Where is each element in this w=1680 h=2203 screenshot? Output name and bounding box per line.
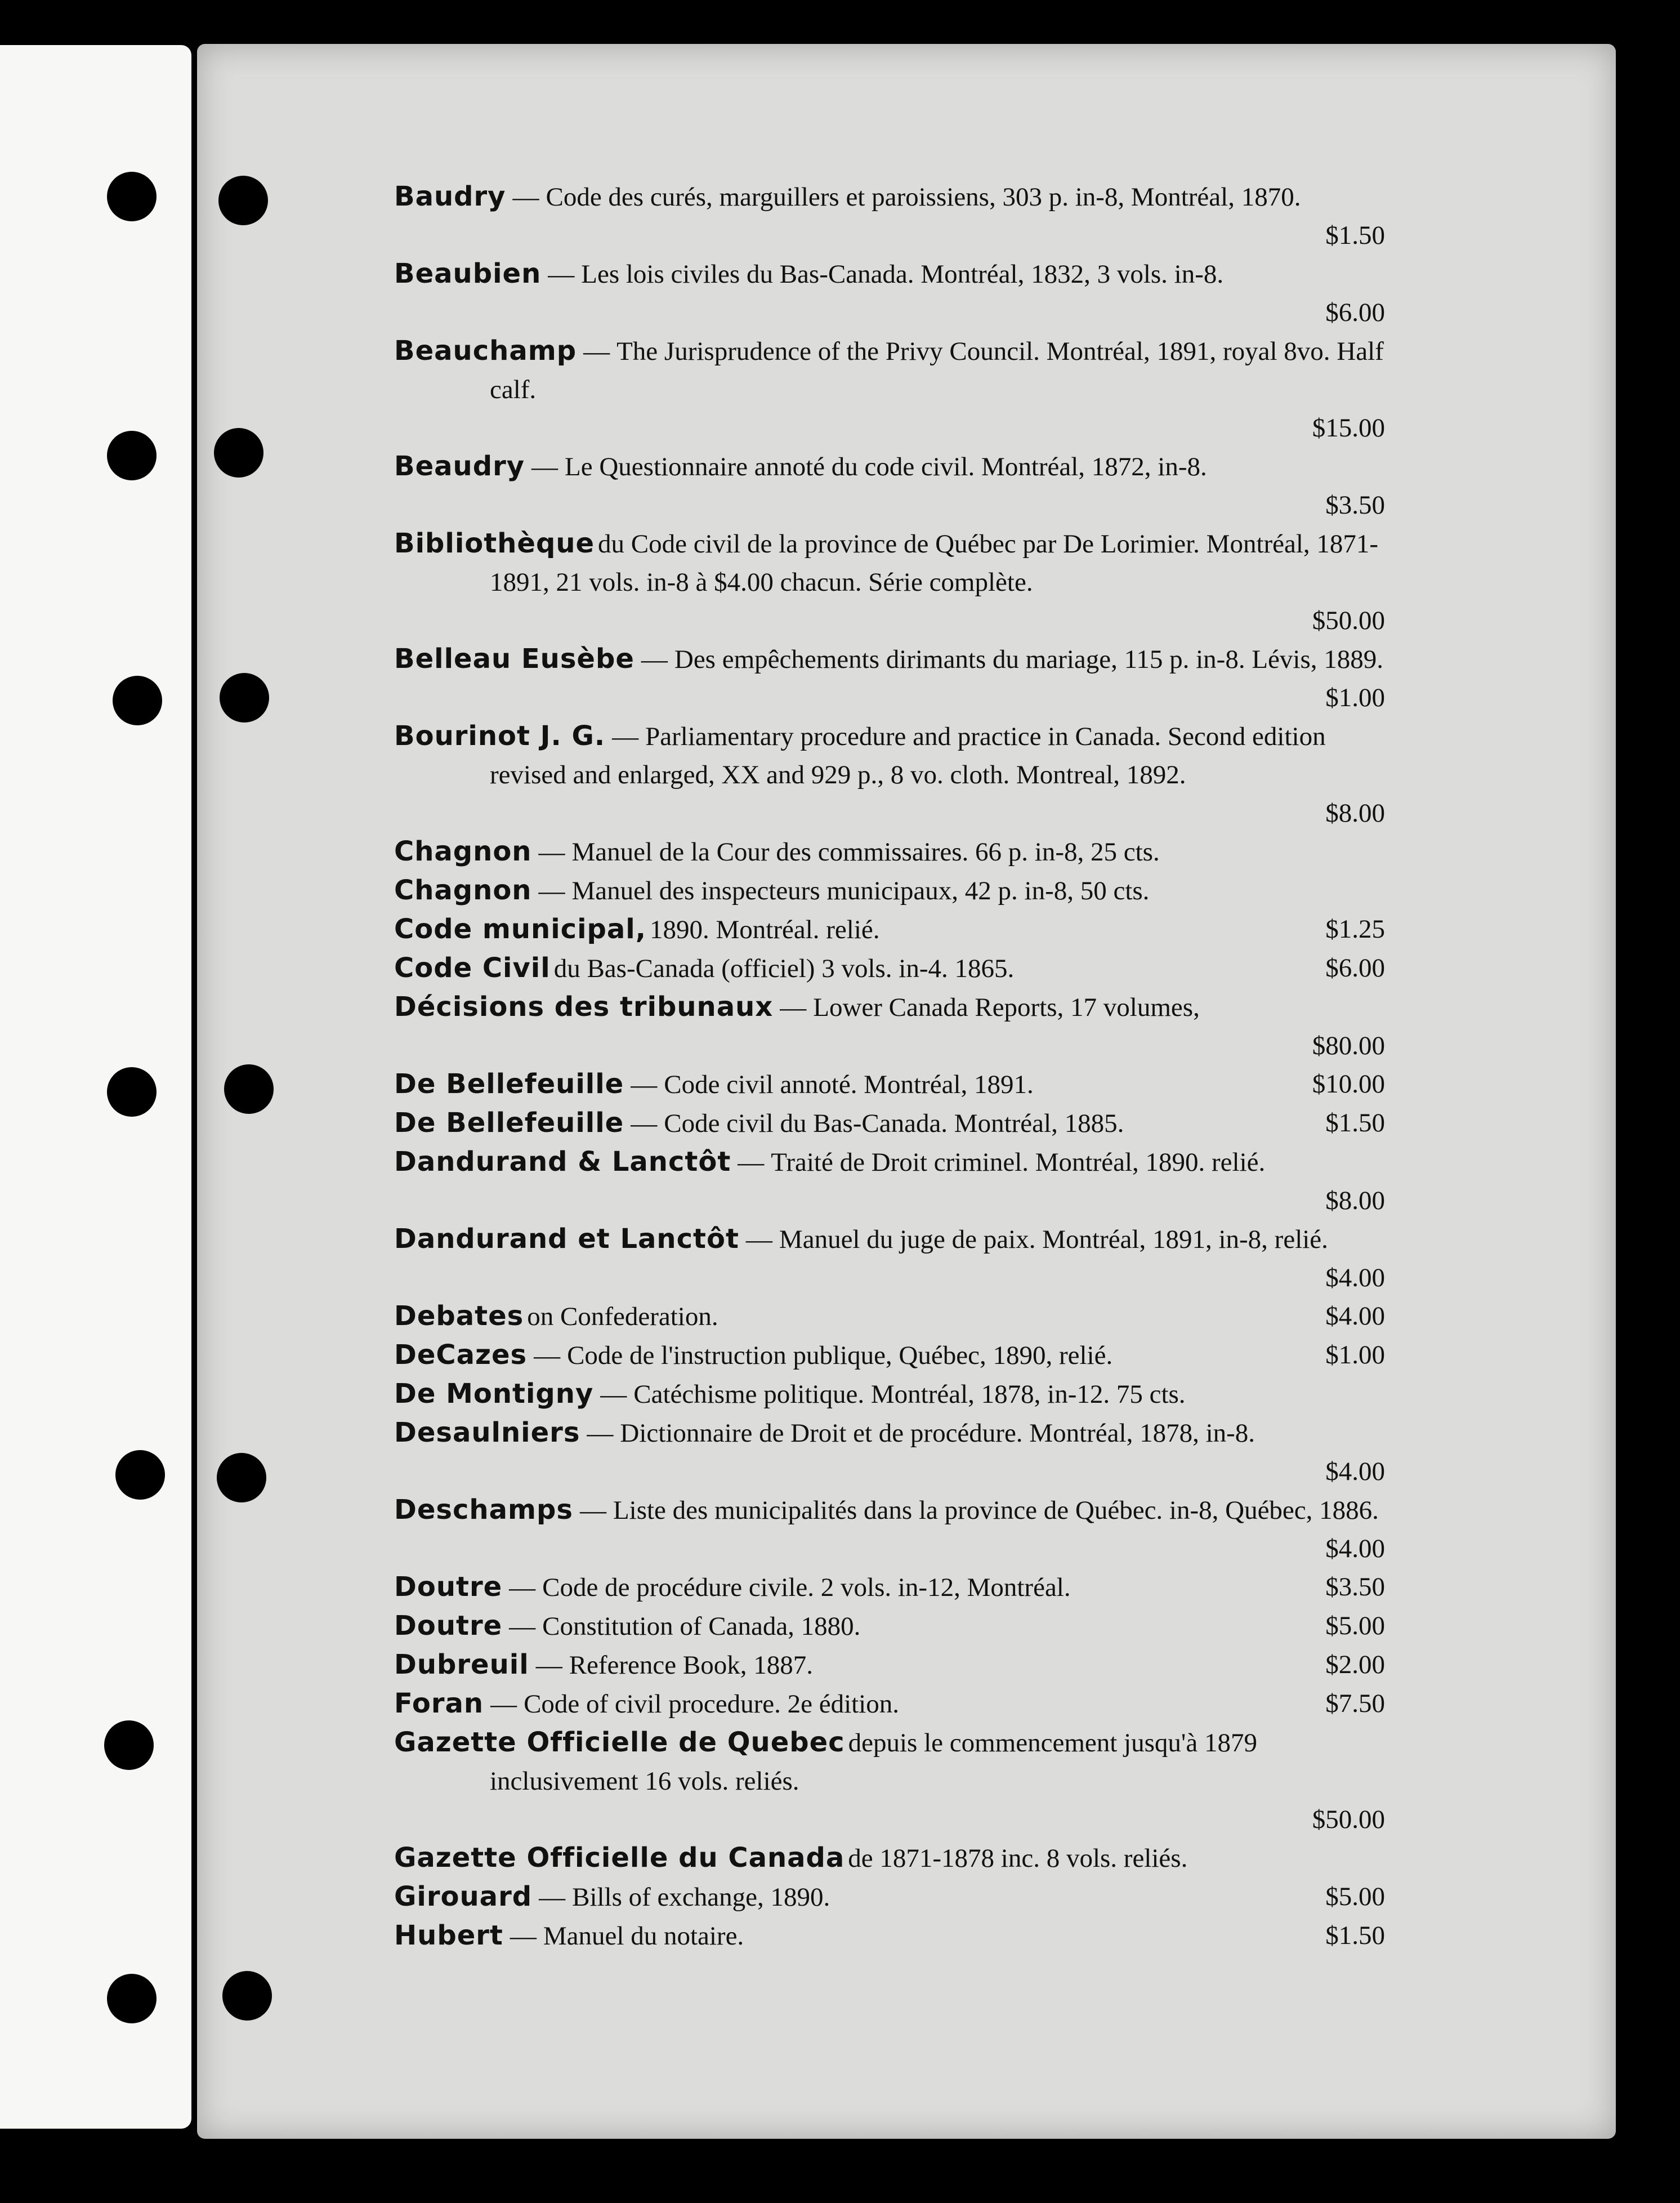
entry-description: Les lois civiles du Bas-Canada. Montréal, 1832, 3 vols. in-8. [581,260,1224,289]
entry-price: $4.00 [1325,1457,1385,1486]
punch-hole [222,1971,272,2021]
entry-author: Dandurand et Lanctôt [394,1223,739,1255]
book-catalog-list [394,177,1396,1951]
entry-author: Code municipal, [394,913,646,945]
catalog-entry [394,1607,1396,1645]
entry-description: Manuel des inspecteurs municipaux, 42 p. in-8, 50 cts. [571,876,1150,906]
entry-separator: — [535,1651,562,1680]
catalog-entry [394,1723,1396,1839]
entry-separator: — [548,260,575,289]
entry-separator: — [631,1070,658,1099]
catalog-entry [394,1297,1396,1336]
entry-separator: — [538,837,565,867]
catalog-entry [394,1220,1396,1297]
entry-price: $4.00 [1325,1534,1385,1563]
entry-separator: — [490,1689,517,1719]
entry-description: Manuel du notaire. [543,1921,744,1951]
entry-description: du Code civil de la province de Québec par De Lorimier. Montréal, 1871-1891, 21 vols. in-8 à $4.00 chacun. Série complète. [490,529,1379,597]
entry-separator: — [587,1419,614,1448]
entry-author: Baudry [394,181,506,212]
punch-hole [107,1067,157,1117]
catalog-entry [394,832,1396,871]
entry-price: $6.00 [1325,298,1385,327]
entry-author: Code Civil [394,952,551,984]
entry-description: The Jurisprudence of the Privy Council. Montréal, 1891, royal 8vo. Half calf. [490,337,1384,404]
catalog-entry [394,177,1396,255]
catalog-entry [394,255,1396,332]
entry-price-inline: $10.00 [1312,1069,1385,1099]
catalog-entry [394,1645,1396,1684]
entry-price-inline: $5.00 [1325,1611,1385,1640]
entry-separator: — [510,1921,537,1951]
punch-hole [217,1453,266,1502]
punch-hole [113,676,162,725]
catalog-entry [394,1065,1396,1104]
punch-hole [107,431,157,480]
entry-price: $80.00 [1312,1031,1385,1060]
entry-author: Dubreuil [394,1649,529,1680]
entry-description: Constitution of Canada, 1880. [542,1612,861,1641]
entry-author: Beauchamp [394,335,577,367]
entry-description: depuis le commencement jusqu'à 1879 inclusivement 16 vols. reliés. [490,1728,1257,1796]
entry-separator: — [600,1380,627,1409]
entry-description: Traité de Droit criminel. Montréal, 1890. relié. [771,1148,1266,1177]
punch-hole [115,1450,165,1500]
entry-price-inline: $3.50 [1325,1572,1385,1602]
entry-price: $4.00 [1325,1263,1385,1292]
catalog-entry [394,1491,1396,1568]
entry-price-inline: $6.00 [1325,953,1385,983]
entry-price: $50.00 [1312,1805,1385,1834]
entry-description: du Bas-Canada (officiel) 3 vols. in-4. 1865. [553,954,1015,983]
catalog-entry [394,1336,1396,1375]
catalog-entry [394,1104,1396,1143]
entry-separator: — [512,182,539,212]
entry-author: Chagnon [394,836,532,867]
entry-separator: — [780,993,807,1022]
catalog-entry [394,447,1396,524]
entry-description: Des empêchements dirimants du mariage, 115 p. in-8. Lévis, 1889. [674,645,1384,674]
punch-hole [224,1064,274,1114]
entry-description: Manuel du juge de paix. Montréal, 1891, in-8, relié. [779,1225,1328,1254]
entry-separator: — [534,1341,561,1370]
catalog-entry [394,1413,1396,1491]
punch-hole [214,428,263,478]
entry-description: 1890. Montréal. relié. [649,915,880,944]
entry-description: Le Questionnaire annoté du code civil. Montréal, 1872, in-8. [565,452,1207,481]
entry-price-inline: $7.50 [1325,1689,1385,1718]
entry-separator: — [579,1496,606,1525]
catalog-entry [394,949,1396,988]
catalog-entry [394,717,1396,832]
entry-price: $1.50 [1325,221,1385,250]
catalog-entry [394,1839,1396,1878]
entry-price-inline: $2.00 [1325,1650,1385,1679]
entry-description: Code civil du Bas-Canada. Montréal, 1885. [664,1109,1124,1138]
entry-price-inline: $1.00 [1325,1340,1385,1370]
punch-hole [107,172,157,221]
entry-author: Doutre [394,1610,503,1642]
entry-author: Desaulniers [394,1417,580,1448]
catalog-entry [394,871,1396,910]
entry-description: Code of civil procedure. 2e édition. [524,1689,899,1719]
catalog-entry [394,1143,1396,1220]
punch-hole [220,673,269,723]
entry-separator: — [509,1573,536,1602]
entry-description: Catéchisme politique. Montréal, 1878, in-12. 75 cts. [633,1380,1186,1409]
entry-separator: — [641,645,668,674]
entry-author: Beaubien [394,258,542,289]
entry-description: Code des curés, marguillers et paroissiens, 303 p. in-8, Montréal, 1870. [546,182,1301,212]
entry-description: Bills of exchange, 1890. [572,1883,830,1912]
entry-price-inline: $1.25 [1325,915,1385,944]
catalog-entry [394,1375,1396,1413]
entry-author: DeCazes [394,1339,528,1371]
entry-separator: — [509,1612,536,1641]
entry-author: Décisions des tribunaux [394,991,774,1023]
catalog-entry [394,1878,1396,1916]
entry-price-inline: $5.00 [1325,1882,1385,1911]
catalog-entry [394,1684,1396,1723]
catalog-entry [394,640,1396,717]
catalog-entry [394,1916,1396,1955]
entry-description: Code de l'instruction publique, Québec, 1890, relié. [567,1341,1113,1370]
punch-hole [104,1720,154,1770]
entry-description: Reference Book, 1887. [569,1651,813,1680]
entry-price: $3.50 [1325,490,1385,520]
entry-author: Gazette Officielle de Quebec [394,1727,845,1758]
entry-price-inline: $1.50 [1325,1108,1385,1138]
entry-separator: — [539,1883,566,1912]
entry-description: Manuel de la Cour des commissaires. 66 p. in-8, 25 cts. [571,837,1160,867]
entry-author: Bibliothèque [394,528,595,559]
entry-description: Parliamentary procedure and practice in Canada. Second edition revised and enlarged, XX and 929 p., 8 vo. cloth. Montreal, 1892. [490,722,1326,790]
entry-price-inline: $4.00 [1325,1301,1385,1331]
entry-description: de 1871-1878 inc. 8 vols. reliés. [848,1844,1188,1873]
entry-price: $8.00 [1325,1186,1385,1215]
entry-author: Gazette Officielle du Canada [394,1842,845,1874]
entry-author: Beaudry [394,451,525,482]
catalog-entry [394,332,1396,447]
entry-author: De Montigny [394,1378,594,1410]
entry-description: Dictionnaire de Droit et de procédure. Montréal, 1878, in-8. [620,1419,1255,1448]
entry-separator: — [745,1225,772,1254]
punch-hole [218,176,268,225]
entry-separator: — [631,1109,658,1138]
entry-author: Bourinot J. G. [394,720,606,752]
entry-separator: — [583,337,610,366]
entry-price: $1.00 [1325,683,1385,712]
entry-description: Lower Canada Reports, 17 volumes, [813,993,1200,1022]
entry-description: Code civil annoté. Montréal, 1891. [664,1070,1034,1099]
entry-price: $8.00 [1325,799,1385,828]
adjacent-page-edge [0,45,191,2129]
entry-separator: — [531,452,558,481]
punch-hole [107,1974,157,2023]
entry-author: Hubert [394,1920,503,1951]
entry-description: on Confederation. [527,1302,718,1331]
catalog-entry [394,910,1396,949]
entry-author: Debates [394,1300,524,1332]
entry-author: Foran [394,1688,484,1719]
entry-separator: — [612,722,639,751]
entry-price-inline: $1.50 [1325,1921,1385,1950]
catalog-entry [394,1568,1396,1607]
entry-author: Belleau Eusèbe [394,643,635,675]
entry-author: De Bellefeuille [394,1107,624,1139]
entry-author: Doutre [394,1571,503,1603]
entry-author: Girouard [394,1881,533,1912]
entry-price: $15.00 [1312,413,1385,443]
entry-description: Code de procédure civile. 2 vols. in-12, Montréal. [542,1573,1071,1602]
entry-author: Chagnon [394,875,532,906]
entry-separator: — [538,876,565,906]
catalog-entry [394,988,1396,1065]
entry-author: Dandurand & Lanctôt [394,1146,731,1178]
entry-separator: — [738,1148,765,1177]
catalog-entry [394,524,1396,640]
entry-author: Deschamps [394,1494,573,1526]
entry-description: Liste des municipalités dans la province de Québec. in-8, Québec, 1886. [613,1496,1379,1525]
entry-price: $50.00 [1312,606,1385,635]
entry-author: De Bellefeuille [394,1068,624,1100]
